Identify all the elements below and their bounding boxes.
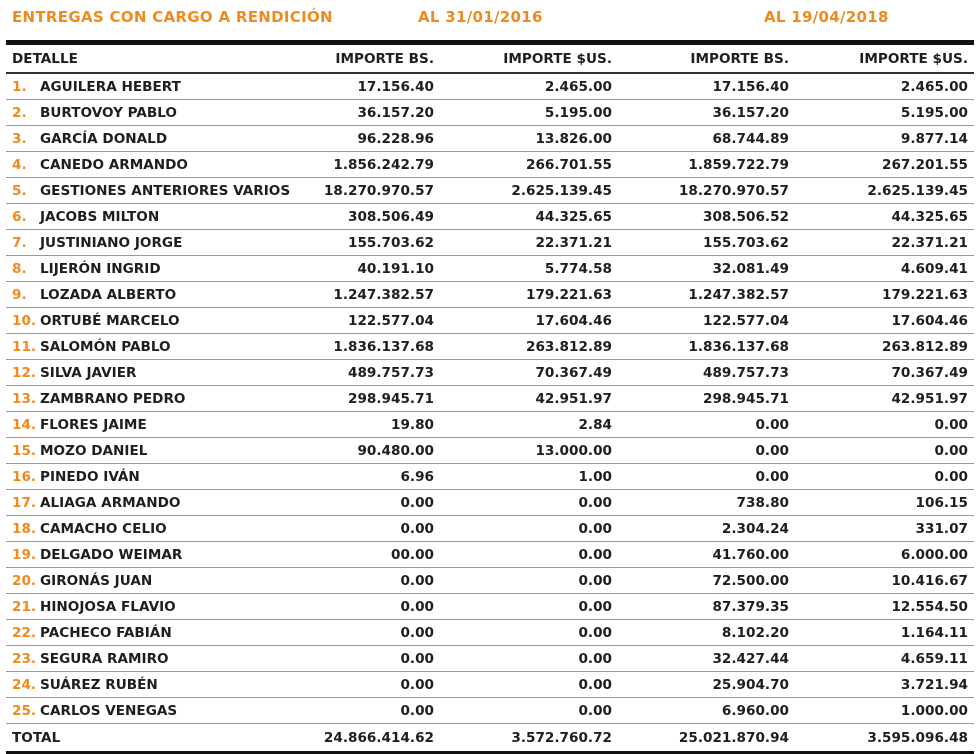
row-name: GESTIONES ANTERIORES VARIOS (40, 182, 291, 199)
row-number: 21. (12, 598, 37, 615)
row-detalle (6, 412, 296, 438)
row-number: 2. (12, 104, 27, 121)
row-value: 17.156.40 (618, 73, 795, 100)
row-value: 8.102.20 (618, 620, 795, 646)
row-name: LOZADA ALBERTO (40, 286, 177, 303)
row-value: 1.836.137.68 (618, 334, 795, 360)
row-number: 12. (12, 364, 37, 381)
row-value: 2.304.24 (618, 516, 795, 542)
column-header-row (6, 45, 974, 73)
row-detalle (6, 672, 296, 698)
row-detalle (6, 438, 296, 464)
row-name: CAMACHO CELIO (40, 520, 167, 537)
row-value: 155.703.62 (296, 230, 440, 256)
row-detalle (6, 646, 296, 672)
row-detalle (6, 282, 296, 308)
row-value: 6.960.00 (618, 698, 795, 724)
table-row (6, 360, 974, 386)
col-importe-usd-2018-header: IMPORTE $US. (795, 45, 974, 73)
table-row (6, 646, 974, 672)
row-value: 1.000.00 (795, 698, 974, 724)
total-value: 25.021.870.94 (618, 724, 795, 753)
row-value: 00.00 (296, 542, 440, 568)
row-value: 90.480.00 (296, 438, 440, 464)
row-number: 17. (12, 494, 37, 511)
row-number: 24. (12, 676, 37, 693)
row-value: 0.00 (296, 672, 440, 698)
row-value: 3.721.94 (795, 672, 974, 698)
row-number: 19. (12, 546, 37, 563)
row-name: DELGADO WEIMAR (40, 546, 183, 563)
col-importe-usd-2016-header: IMPORTE $US. (440, 45, 618, 73)
row-value: 0.00 (795, 438, 974, 464)
row-detalle (6, 594, 296, 620)
row-name: GARCÍA DONALD (40, 130, 168, 147)
row-value: 18.270.970.57 (618, 178, 795, 204)
row-detalle (6, 230, 296, 256)
row-value: 106.15 (795, 490, 974, 516)
table-row (6, 386, 974, 412)
row-value: 122.577.04 (296, 308, 440, 334)
row-value: 0.00 (296, 594, 440, 620)
row-value: 44.325.65 (795, 204, 974, 230)
row-value: 2.465.00 (795, 73, 974, 100)
col-detalle-header: DETALLE (6, 45, 296, 73)
row-name: AGUILERA HEBERT (40, 78, 181, 95)
row-value: 17.604.46 (795, 308, 974, 334)
row-number: 1. (12, 78, 27, 95)
table-row (6, 256, 974, 282)
row-value: 0.00 (296, 490, 440, 516)
total-label: TOTAL (6, 724, 296, 753)
row-number: 16. (12, 468, 37, 485)
row-value: 22.371.21 (795, 230, 974, 256)
row-number: 6. (12, 208, 27, 225)
row-detalle (6, 73, 296, 100)
table-row (6, 73, 974, 100)
row-detalle (6, 542, 296, 568)
row-value: 32.427.44 (618, 646, 795, 672)
row-value: 70.367.49 (440, 360, 618, 386)
row-value: 25.904.70 (618, 672, 795, 698)
row-value: 0.00 (440, 698, 618, 724)
row-name: ZAMBRANO PEDRO (40, 390, 186, 407)
row-value: 0.00 (296, 646, 440, 672)
row-value: 19.80 (296, 412, 440, 438)
row-value: 738.80 (618, 490, 795, 516)
row-value: 44.325.65 (440, 204, 618, 230)
row-detalle (6, 308, 296, 334)
table-row (6, 438, 974, 464)
row-value: 68.744.89 (618, 126, 795, 152)
row-number: 15. (12, 442, 37, 459)
row-value: 12.554.50 (795, 594, 974, 620)
table-row (6, 282, 974, 308)
row-value: 0.00 (795, 464, 974, 490)
col-importe-bs-2018-header: IMPORTE BS. (618, 45, 795, 73)
row-value: 32.081.49 (618, 256, 795, 282)
row-value: 1.859.722.79 (618, 152, 795, 178)
table-row (6, 412, 974, 438)
row-value: 0.00 (440, 646, 618, 672)
table-row (6, 464, 974, 490)
row-value: 4.609.41 (795, 256, 974, 282)
total-value: 3.572.760.72 (440, 724, 618, 753)
row-name: ALIAGA ARMANDO (40, 494, 181, 511)
row-value: 266.701.55 (440, 152, 618, 178)
row-value: 70.367.49 (795, 360, 974, 386)
row-value: 42.951.97 (795, 386, 974, 412)
row-value: 0.00 (440, 594, 618, 620)
table-row (6, 230, 974, 256)
row-value: 1.247.382.57 (618, 282, 795, 308)
row-name: SALOMÓN PABLO (40, 338, 171, 355)
delivery-table (6, 45, 974, 754)
row-value: 6.96 (296, 464, 440, 490)
total-value: 3.595.096.48 (795, 724, 974, 753)
row-number: 9. (12, 286, 27, 303)
col-importe-bs-2016-header: IMPORTE BS. (296, 45, 440, 73)
row-detalle (6, 516, 296, 542)
row-value: 331.07 (795, 516, 974, 542)
row-number: 10. (12, 312, 37, 329)
row-value: 0.00 (618, 412, 795, 438)
row-value: 263.812.89 (795, 334, 974, 360)
row-name: MOZO DANIEL (40, 442, 148, 459)
row-name: CANEDO ARMANDO (40, 156, 188, 173)
row-value: 0.00 (795, 412, 974, 438)
row-number: 5. (12, 182, 27, 199)
row-value: 0.00 (440, 620, 618, 646)
row-number: 4. (12, 156, 27, 173)
total-row (6, 724, 974, 753)
table-row (6, 568, 974, 594)
row-value: 72.500.00 (618, 568, 795, 594)
row-detalle (6, 152, 296, 178)
row-name: PINEDO IVÁN (40, 468, 140, 485)
row-value: 0.00 (296, 698, 440, 724)
row-name: BURTOVOY PABLO (40, 104, 177, 121)
row-number: 11. (12, 338, 37, 355)
row-value: 17.156.40 (296, 73, 440, 100)
row-name: CARLOS VENEGAS (40, 702, 178, 719)
row-detalle (6, 386, 296, 412)
row-value: 308.506.52 (618, 204, 795, 230)
row-value: 13.000.00 (440, 438, 618, 464)
row-value: 1.247.382.57 (296, 282, 440, 308)
row-value: 9.877.14 (795, 126, 974, 152)
table-row (6, 100, 974, 126)
row-value: 40.191.10 (296, 256, 440, 282)
row-value: 42.951.97 (440, 386, 618, 412)
row-value: 0.00 (440, 516, 618, 542)
row-value: 179.221.63 (440, 282, 618, 308)
row-name: FLORES JAIME (40, 416, 147, 433)
row-value: 5.195.00 (795, 100, 974, 126)
row-value: 0.00 (618, 438, 795, 464)
row-detalle (6, 698, 296, 724)
row-detalle (6, 100, 296, 126)
row-number: 7. (12, 234, 27, 251)
row-name: HINOJOSA FLAVIO (40, 598, 176, 615)
row-value: 13.826.00 (440, 126, 618, 152)
row-value: 36.157.20 (296, 100, 440, 126)
row-value: 308.506.49 (296, 204, 440, 230)
row-value: 263.812.89 (440, 334, 618, 360)
row-value: 0.00 (296, 568, 440, 594)
row-value: 0.00 (440, 490, 618, 516)
row-value: 2.84 (440, 412, 618, 438)
row-number: 13. (12, 390, 37, 407)
table-row (6, 126, 974, 152)
total-value: 24.866.414.62 (296, 724, 440, 753)
table-row (6, 178, 974, 204)
row-value: 0.00 (296, 620, 440, 646)
row-value: 41.760.00 (618, 542, 795, 568)
row-value: 155.703.62 (618, 230, 795, 256)
table-row (6, 542, 974, 568)
row-value: 1.856.242.79 (296, 152, 440, 178)
row-value: 17.604.46 (440, 308, 618, 334)
row-detalle (6, 256, 296, 282)
period-2-label: AL 19/04/2018 (764, 8, 889, 26)
table-row (6, 204, 974, 230)
row-number: 18. (12, 520, 37, 537)
table-row (6, 672, 974, 698)
row-value: 2.625.139.45 (795, 178, 974, 204)
row-value: 5.774.58 (440, 256, 618, 282)
row-detalle (6, 490, 296, 516)
row-value: 489.757.73 (296, 360, 440, 386)
row-value: 298.945.71 (618, 386, 795, 412)
table-row (6, 620, 974, 646)
row-value: 0.00 (618, 464, 795, 490)
row-detalle (6, 464, 296, 490)
row-name: GIRONÁS JUAN (40, 572, 153, 589)
row-value: 1.00 (440, 464, 618, 490)
row-value: 489.757.73 (618, 360, 795, 386)
row-name: SUÁREZ RUBÉN (40, 676, 158, 693)
row-value: 0.00 (440, 542, 618, 568)
row-value: 298.945.71 (296, 386, 440, 412)
row-value: 0.00 (440, 672, 618, 698)
row-detalle (6, 204, 296, 230)
row-value: 36.157.20 (618, 100, 795, 126)
row-number: 22. (12, 624, 37, 641)
row-name: JACOBS MILTON (40, 208, 160, 225)
row-detalle (6, 126, 296, 152)
row-detalle (6, 360, 296, 386)
row-detalle (6, 178, 296, 204)
row-value: 22.371.21 (440, 230, 618, 256)
row-value: 122.577.04 (618, 308, 795, 334)
row-name: JUSTINIANO JORGE (40, 234, 183, 251)
row-detalle (6, 334, 296, 360)
row-number: 14. (12, 416, 37, 433)
table-row (6, 308, 974, 334)
row-name: SILVA JAVIER (40, 364, 137, 381)
row-name: SEGURA RAMIRO (40, 650, 169, 667)
table-row (6, 516, 974, 542)
row-number: 25. (12, 702, 37, 719)
row-value: 267.201.55 (795, 152, 974, 178)
row-value: 2.465.00 (440, 73, 618, 100)
row-value: 87.379.35 (618, 594, 795, 620)
table-row (6, 698, 974, 724)
table-title: ENTREGAS CON CARGO A RENDICIÓN (12, 8, 333, 26)
row-value: 0.00 (440, 568, 618, 594)
table-row (6, 490, 974, 516)
period-1-label: AL 31/01/2016 (418, 8, 543, 26)
row-number: 8. (12, 260, 27, 277)
row-value: 1.164.11 (795, 620, 974, 646)
row-value: 0.00 (296, 516, 440, 542)
row-value: 179.221.63 (795, 282, 974, 308)
row-value: 5.195.00 (440, 100, 618, 126)
table-row (6, 334, 974, 360)
row-value: 6.000.00 (795, 542, 974, 568)
row-name: PACHECO FABIÁN (40, 624, 172, 641)
row-value: 18.270.970.57 (296, 178, 440, 204)
row-value: 10.416.67 (795, 568, 974, 594)
row-number: 3. (12, 130, 27, 147)
row-name: LIJERÓN INGRID (40, 260, 161, 277)
row-number: 20. (12, 572, 37, 589)
row-name: ORTUBÉ MARCELO (40, 312, 180, 329)
row-value: 96.228.96 (296, 126, 440, 152)
row-value: 1.836.137.68 (296, 334, 440, 360)
row-detalle (6, 568, 296, 594)
row-detalle (6, 620, 296, 646)
table-row (6, 152, 974, 178)
row-value: 2.625.139.45 (440, 178, 618, 204)
row-number: 23. (12, 650, 37, 667)
table-row (6, 594, 974, 620)
row-value: 4.659.11 (795, 646, 974, 672)
